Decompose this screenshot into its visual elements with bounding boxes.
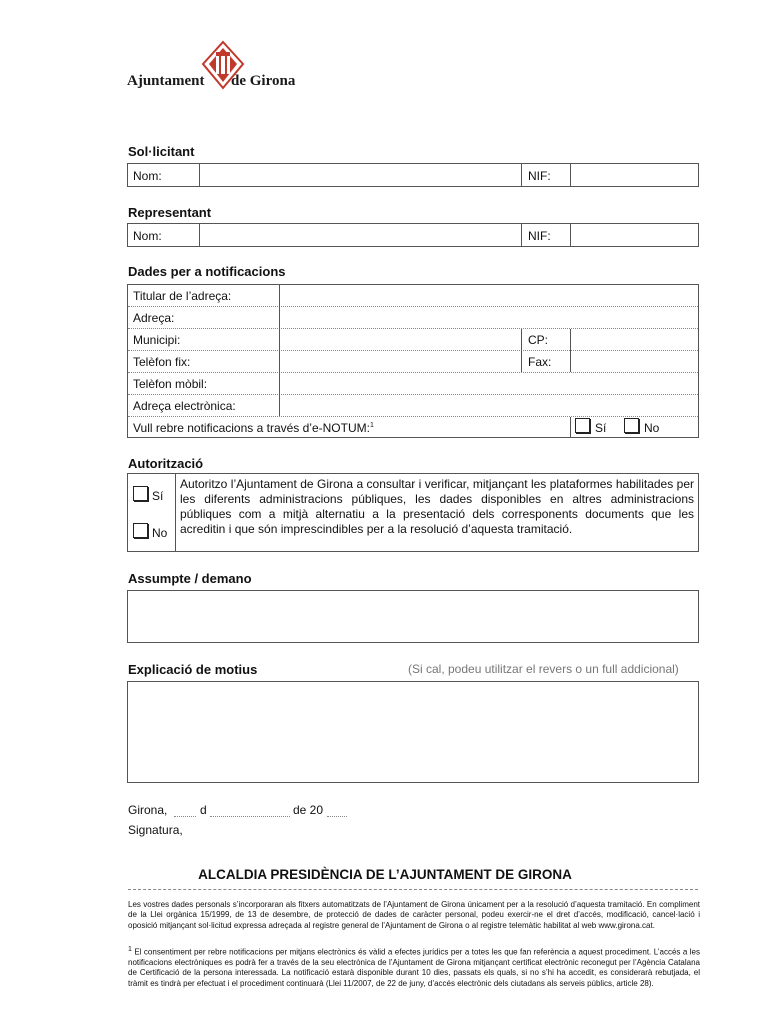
logo-text-left: Ajuntament — [127, 73, 205, 89]
ajuntament-logo — [127, 40, 307, 100]
representant-nom-label: Nom: — [133, 229, 162, 243]
municipi-label: Municipi: — [133, 333, 181, 347]
notificacions-box — [127, 284, 699, 438]
footer-divider — [128, 889, 698, 890]
footnote-text: El consentiment per rebre notificacions per mitjans electrònics és vàlid a efectes jurídics per a totes les que fan referència a aquest procediment. L’accés a les notificacions electròniques es podrà fer a través de la seu electrònica de l’Ajuntament de Girona mitjançant certificat electrònic reconegut per l’Agència Catalana de Certificació de la persona interessada. La notificació estarà disponible durant 10 dies, passats els quals, si no s’hi ha accedit, es considerarà rebutjada, el tràmit es tindrà per efectuat i el procediment continuarà (Llei 11/2007, de 22 de juny, d’accés electrònic dels ciutadans als serveis públics, article 28). — [128, 947, 700, 988]
autoritzacio-title: Autorització — [128, 456, 204, 471]
date-year-field[interactable] — [327, 816, 347, 817]
footnote-marker: 1 — [128, 946, 132, 953]
notificacions-title: Dades per a notificacions — [128, 264, 286, 279]
date-month-field[interactable] — [210, 816, 290, 817]
logo-text-right: de Girona — [231, 73, 296, 89]
titular-field[interactable] — [280, 285, 698, 306]
explicacio-hint: (Si cal, podeu utilitzar el revers o un full addicional) — [408, 662, 679, 676]
date-day-field[interactable] — [174, 816, 196, 817]
divider — [175, 474, 176, 551]
enotum-no-label: No — [644, 421, 660, 435]
autoritzacio-si-label: Sí — [152, 489, 164, 503]
solicitant-nom-field[interactable] — [200, 164, 520, 186]
divider — [521, 164, 522, 186]
autoritzacio-text: Autoritzo l’Ajuntament de Girona a consultar i verificar, mitjançant les plataformes habilitades per les diferents administracions públiques, les dades disponibles en altres administracions públiques com a mitjà alternatiu a la presentació dels corresponents documents que les acreditin i que són imprescindibles per a la resolució d’aquesta tramitació. — [180, 477, 694, 536]
fax-label: Fax: — [528, 355, 552, 369]
footnote-marker: 1 — [369, 422, 374, 429]
enotum-no-checkbox[interactable] — [624, 418, 639, 433]
solicitant-nif-field[interactable] — [571, 164, 698, 186]
row-divider — [128, 416, 698, 417]
telefon-mobil-label: Telèfon mòbil: — [133, 377, 208, 391]
representant-nom-field[interactable] — [200, 224, 520, 246]
autoritzacio-no-checkbox[interactable] — [133, 523, 148, 538]
signatura-label: Signatura, — [128, 823, 183, 837]
adreca-field[interactable] — [280, 307, 698, 328]
municipi-field[interactable] — [280, 329, 520, 350]
representant-box — [127, 223, 699, 247]
solicitant-title: Sol·licitant — [128, 144, 195, 159]
enotum-text: Vull rebre notificacions a través d’e-NOTUM: — [133, 421, 370, 435]
adreca-electronica-field[interactable] — [280, 395, 698, 416]
date-de20: de 20 — [293, 803, 324, 817]
fax-field[interactable] — [571, 351, 698, 372]
adreca-electronica-label: Adreça electrònica: — [133, 399, 236, 413]
explicacio-field[interactable] — [127, 681, 699, 783]
cp-field[interactable] — [571, 329, 698, 350]
representant-nif-field[interactable] — [571, 224, 698, 246]
solicitant-box — [127, 163, 699, 187]
footnote — [128, 945, 700, 989]
assumpte-field[interactable] — [127, 590, 699, 643]
telefon-fix-field[interactable] — [280, 351, 520, 372]
footer-title: ALCALDIA PRESIDÈNCIA DE L’AJUNTAMENT DE GIRONA — [198, 867, 572, 882]
autoritzacio-si-checkbox[interactable] — [133, 486, 148, 501]
telefon-mobil-field[interactable] — [280, 373, 698, 394]
assumpte-title: Assumpte / demano — [128, 571, 252, 586]
adreca-label: Adreça: — [133, 311, 175, 325]
representant-title: Representant — [128, 205, 212, 220]
solicitant-nom-label: Nom: — [133, 169, 162, 183]
enotum-si-checkbox[interactable] — [575, 418, 590, 433]
titular-label: Titular de l’adreça: — [133, 289, 232, 303]
explicacio-title: Explicació de motius — [128, 662, 258, 677]
divider — [521, 329, 522, 372]
date-place: Girona, — [128, 803, 168, 817]
solicitant-nif-label: NIF: — [528, 169, 551, 183]
representant-nif-label: NIF: — [528, 229, 551, 243]
enotum-label — [133, 421, 374, 435]
telefon-fix-label: Telèfon fix: — [133, 355, 191, 369]
enotum-si-label: Sí — [595, 421, 607, 435]
divider — [570, 417, 571, 437]
divider — [521, 224, 522, 246]
date-d: d — [200, 803, 207, 817]
cp-label: CP: — [528, 333, 549, 347]
privacy-notice: Les vostres dades personals s’incorporaran als fitxers automatitzats de l’Ajuntament de Girona únicament per a la resolució d’aquesta tramitació. En compliment de la Llei orgànica 15/1999, de 13 de desembre, de protecció de dades de caràcter personal, podeu exercir-ne el dret d’accés, modificació, cancel·lació i oposició mitjançant sol·licitud expressa adreçada al registre general de l’Ajuntament de Girona o al registre telemàtic habilitat al web www.girona.cat. — [128, 900, 700, 930]
autoritzacio-no-label: No — [152, 526, 168, 540]
